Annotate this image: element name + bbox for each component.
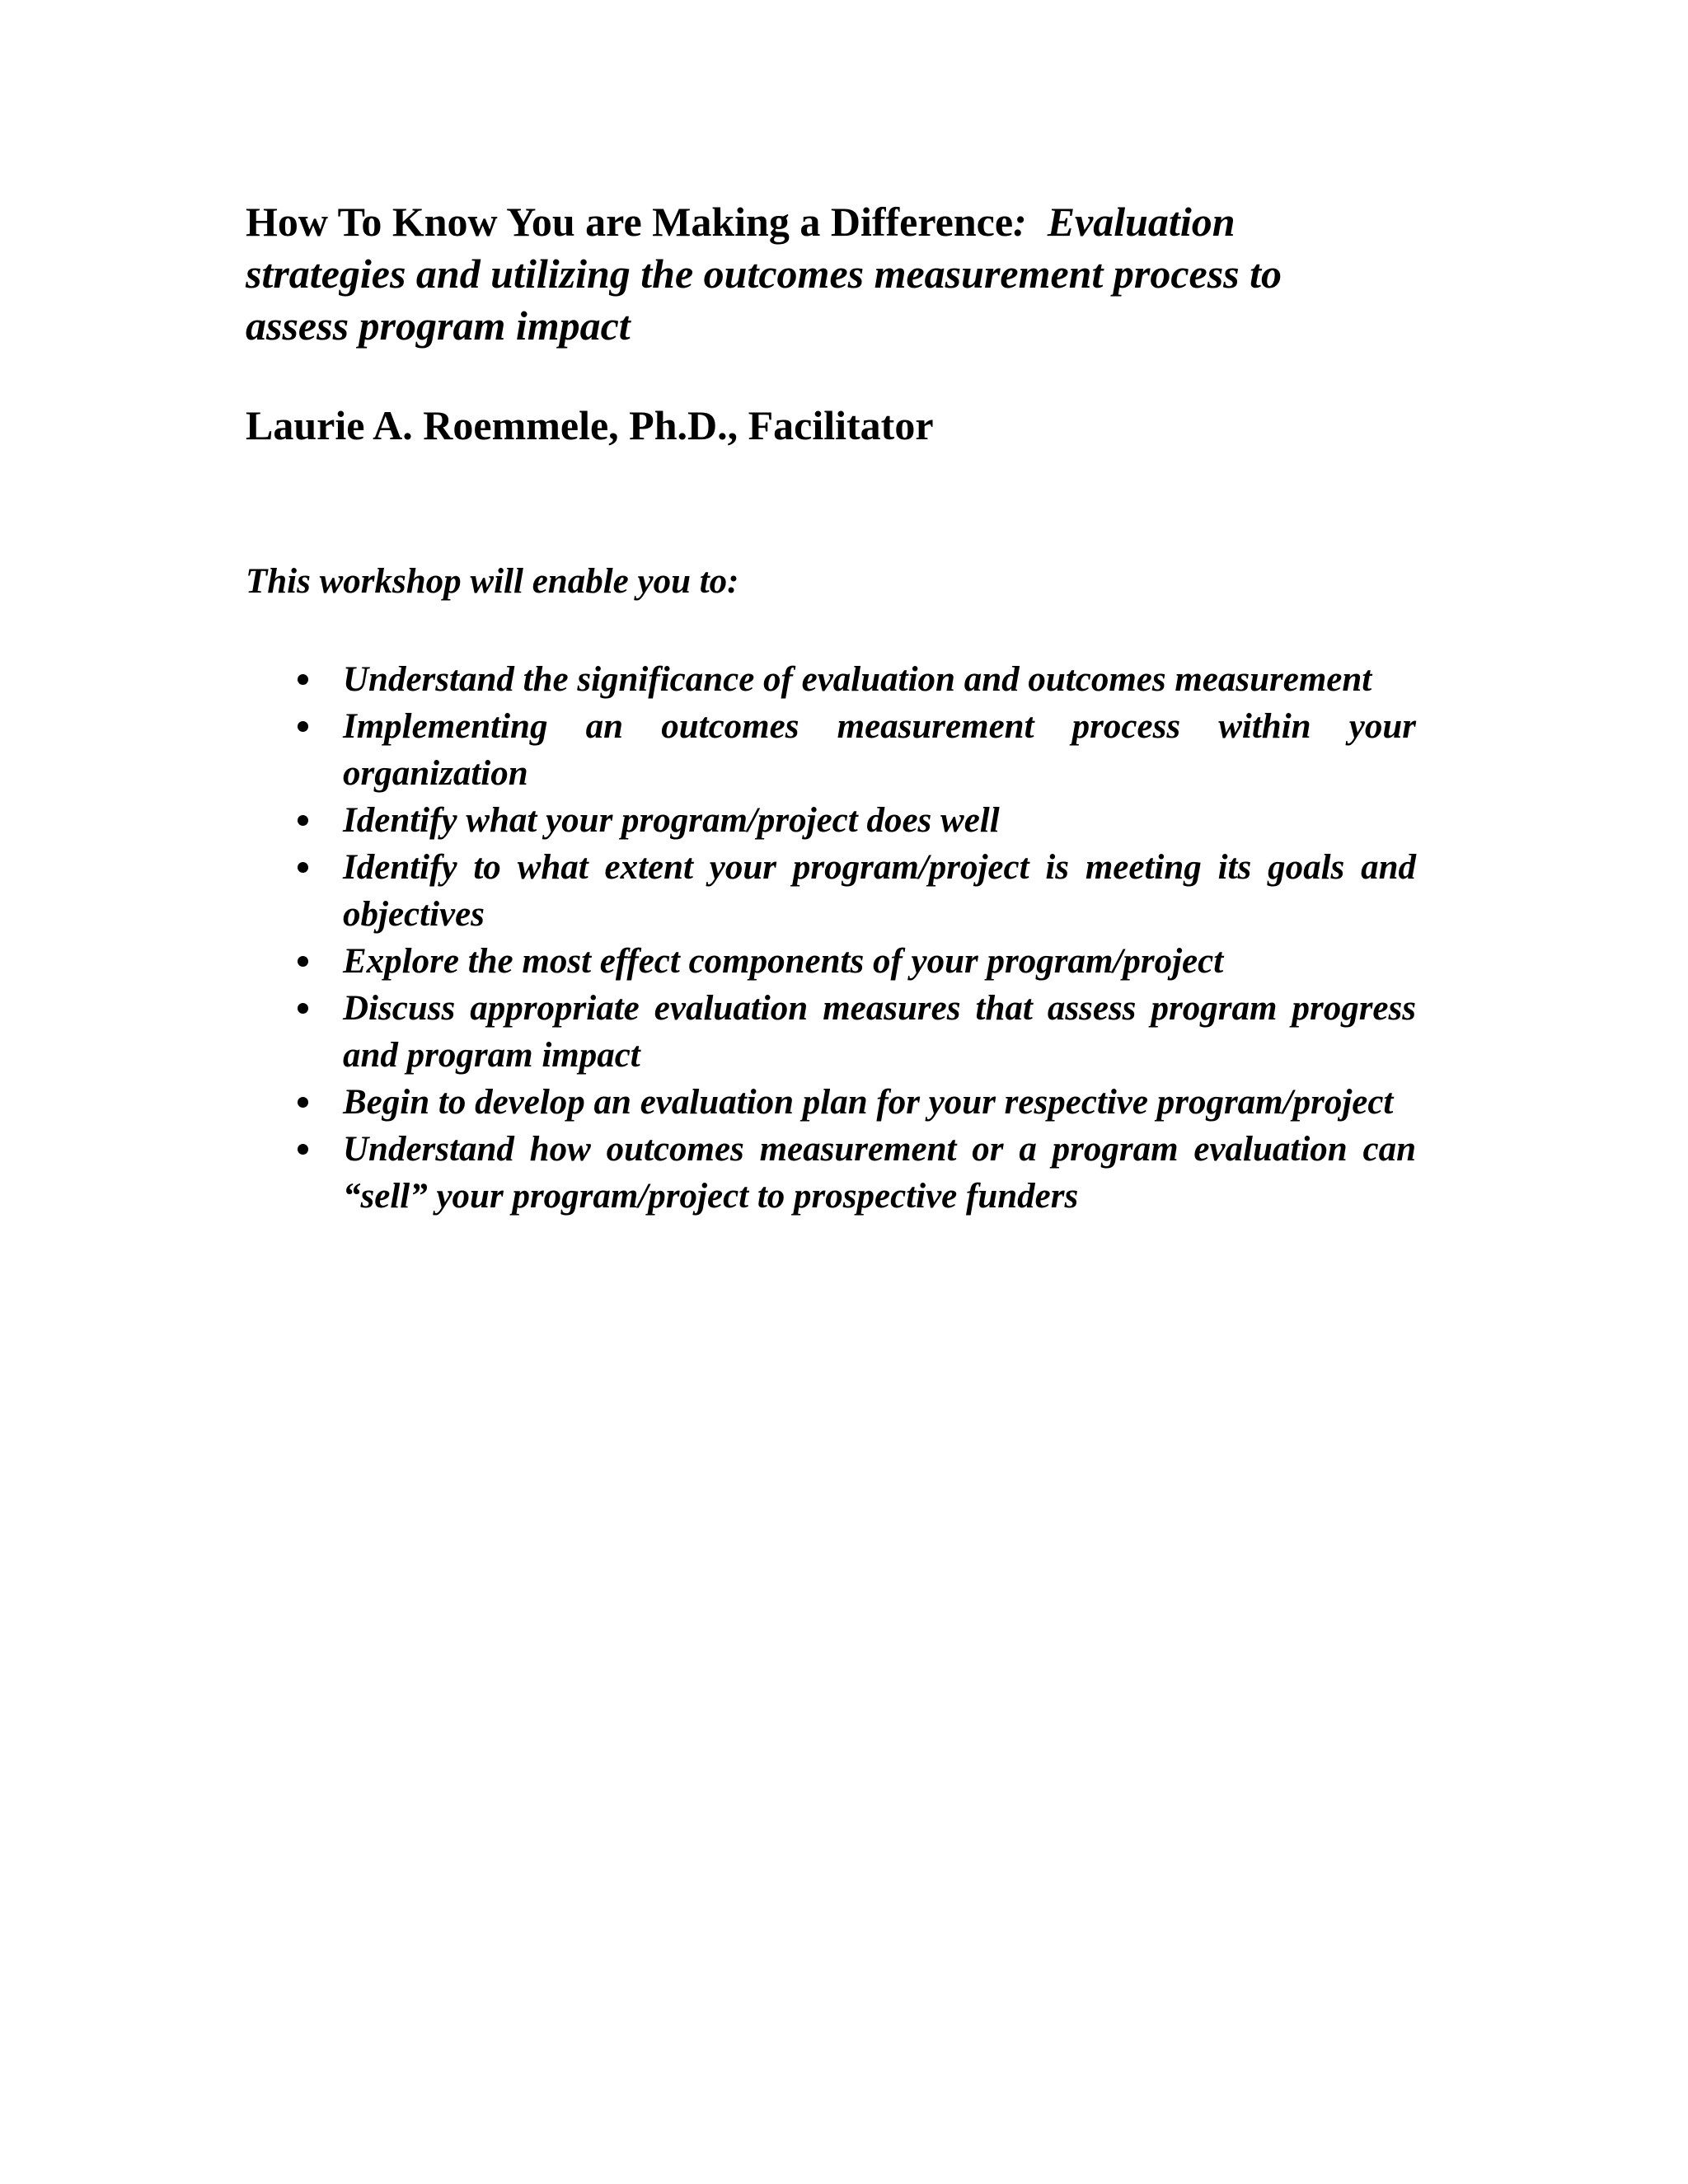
bullet-icon bbox=[298, 721, 308, 732]
bullet-icon bbox=[298, 1097, 308, 1108]
bullet-icon bbox=[298, 1144, 308, 1155]
list-item bbox=[246, 938, 1416, 985]
bullet-icon bbox=[298, 815, 308, 826]
objective-text: Discuss appropriate evaluation measures that assess program progress and program impact bbox=[343, 989, 1416, 1075]
objectives-list bbox=[246, 656, 1416, 1220]
title-main: How To Know You are Making a Difference bbox=[246, 199, 1014, 245]
workshop-intro: This workshop will enable you to: bbox=[246, 562, 739, 601]
bullet-icon bbox=[298, 862, 308, 873]
objective-text: Implementing an outcomes measurement process within your organization bbox=[343, 707, 1416, 793]
bullet-icon bbox=[298, 674, 308, 685]
title-separator: : bbox=[1013, 199, 1027, 245]
document-content bbox=[246, 196, 1416, 1220]
objective-text: Understand how outcomes measurement or a program evaluation can “sell” your program/project to prospective funders bbox=[343, 1130, 1416, 1216]
list-item bbox=[246, 797, 1416, 844]
facilitator-name: Laurie A. Roemmele, Ph.D., Facilitator bbox=[246, 402, 934, 448]
list-item bbox=[246, 844, 1416, 938]
title-subtitle: Evaluation strategies and utilizing the outcomes measurement process to assess program impact bbox=[246, 199, 1282, 349]
objective-text: Identify what your program/project does well bbox=[343, 801, 1000, 840]
list-item bbox=[246, 703, 1416, 797]
objective-text: Identify to what extent your program/project is meeting its goals and objectives bbox=[343, 848, 1416, 934]
list-item bbox=[246, 1126, 1416, 1220]
objective-text: Understand the significance of evaluation and outcomes measurement bbox=[343, 660, 1372, 699]
bullet-icon bbox=[298, 1003, 308, 1014]
objective-text: Begin to develop an evaluation plan for your respective program/project bbox=[343, 1083, 1394, 1122]
list-item bbox=[246, 985, 1416, 1079]
document-title bbox=[246, 196, 1383, 352]
list-item bbox=[246, 656, 1416, 703]
bullet-icon bbox=[298, 956, 308, 967]
list-item bbox=[246, 1079, 1416, 1126]
objective-text: Explore the most effect components of your program/project bbox=[343, 942, 1224, 981]
